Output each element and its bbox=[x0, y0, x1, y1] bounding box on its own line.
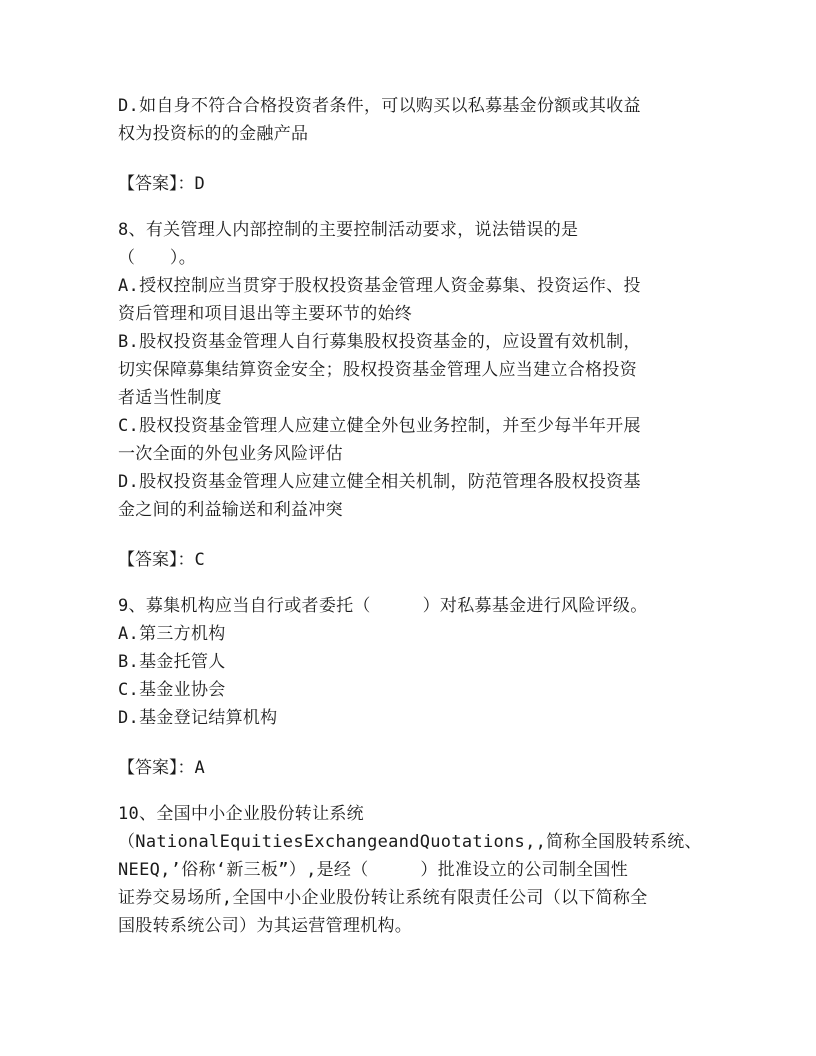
q7-answer bbox=[118, 170, 698, 198]
q10-stem bbox=[118, 800, 702, 940]
q8-stem-line-1: 8、有关管理人内部控制的主要控制活动要求，说法错误的是 bbox=[118, 220, 579, 240]
q7-option-d bbox=[118, 92, 698, 148]
q8-option-b-line-2: 切实保障募集结算资金安全；股权投资基金管理人应当建立合格投资 bbox=[118, 360, 637, 380]
q8-option-b-line-3: 者适当性制度 bbox=[118, 388, 222, 408]
q9-option-d: D.基金登记结算机构 bbox=[118, 708, 278, 728]
exam-page bbox=[118, 92, 702, 940]
q9-option-b: B.基金托管人 bbox=[118, 652, 226, 672]
q8-answer-value: C bbox=[194, 550, 205, 570]
q10-stem-line-2: （NationalEquitiesExchangeandQuotations,,简称全国股转系统、 bbox=[118, 832, 702, 852]
q7-answer-value: D bbox=[194, 174, 205, 194]
q9-option-c: C.基金业协会 bbox=[118, 680, 226, 700]
q8-option-a-line-2: 资后管理和项目退出等主要环节的始终 bbox=[118, 304, 413, 324]
q7-option-d-line-2: 权为投资标的的金融产品 bbox=[118, 124, 309, 144]
q8-option-a-line-1: A.授权控制应当贯穿于股权投资基金管理人资金募集、投资运作、投 bbox=[118, 276, 641, 296]
q9-answer bbox=[118, 754, 698, 782]
q8-option-d-line-1: D.股权投资基金管理人应建立健全相关机制，防范管理各股权投资基 bbox=[118, 472, 641, 492]
q8-option-c-line-1: C.股权投资基金管理人应建立健全外包业务控制，并至少每半年开展 bbox=[118, 416, 641, 436]
q10-stem-line-1: 10、全国中小企业股份转让系统 bbox=[118, 804, 364, 824]
q8-option-d-line-2: 金之间的利益输送和利益冲突 bbox=[118, 500, 343, 520]
q9-answer-value: A bbox=[194, 758, 205, 778]
q10-stem-line-4: 证券交易场所,全国中小企业股份转让系统有限责任公司（以下简称全 bbox=[118, 888, 648, 908]
q8-option-a bbox=[118, 272, 698, 328]
q8-answer-label: 【答案】： bbox=[118, 550, 195, 570]
q8-option-b-line-1: B.股权投资基金管理人自行募集股权投资基金的，应设置有效机制， bbox=[118, 332, 641, 352]
q9-answer-label: 【答案】： bbox=[118, 758, 195, 778]
q8-answer bbox=[118, 546, 698, 574]
q8-option-c-line-2: 一次全面的外包业务风险评估 bbox=[118, 444, 343, 464]
q8-option-d bbox=[118, 468, 698, 524]
q9-option-a: A.第三方机构 bbox=[118, 624, 226, 644]
q8-stem bbox=[118, 216, 698, 272]
q7-answer-label: 【答案】： bbox=[118, 174, 195, 194]
q10-stem-line-3: NEEQ,’俗称‘新三板”）,是经（ ）批准设立的公司制全国性 bbox=[118, 860, 629, 880]
q10-stem-line-5: 国股转系统公司）为其运营管理机构。 bbox=[118, 916, 413, 936]
q8-option-c bbox=[118, 412, 698, 468]
q9-stem: 9、募集机构应当自行或者委托（ ）对私募基金进行风险评级。 bbox=[118, 596, 648, 616]
q7-option-d-line-1: D.如自身不符合合格投资者条件，可以购买以私募基金份额或其收益 bbox=[118, 96, 641, 116]
q8-option-b bbox=[118, 328, 698, 412]
q8-stem-line-2: （ ）。 bbox=[118, 248, 196, 268]
